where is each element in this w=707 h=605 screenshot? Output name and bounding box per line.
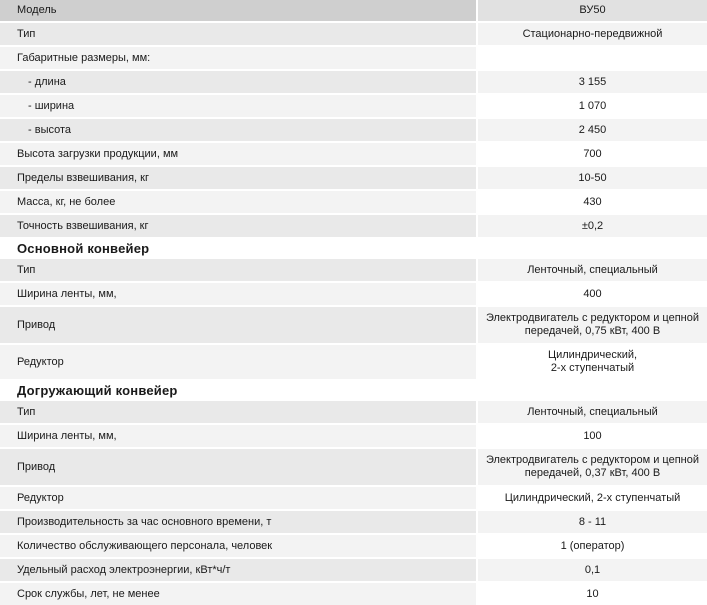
row-value: 2 450 bbox=[478, 119, 707, 141]
table-row bbox=[0, 583, 707, 605]
row-value-line: передачей, 0,37 кВт, 400 В bbox=[524, 467, 661, 479]
row-label: Привод bbox=[0, 307, 476, 343]
table-row bbox=[0, 425, 707, 447]
row-label: Производительность за час основного времени, т bbox=[0, 511, 476, 533]
row-value: 400 bbox=[478, 283, 707, 305]
table-row bbox=[0, 283, 707, 305]
table-row bbox=[0, 191, 707, 213]
row-label: Пределы взвешивания, кг bbox=[0, 167, 476, 189]
row-value bbox=[478, 449, 707, 485]
row-label: Привод bbox=[0, 449, 476, 485]
row-value: Ленточный, специальный bbox=[478, 259, 707, 281]
row-value: 430 bbox=[478, 191, 707, 213]
table-row bbox=[0, 215, 707, 237]
row-value: Стационарно-передвижной bbox=[478, 23, 707, 45]
row-label: - ширина bbox=[0, 95, 476, 117]
row-label: Срок службы, лет, не менее bbox=[0, 583, 476, 605]
row-value: 3 155 bbox=[478, 71, 707, 93]
row-label: - длина bbox=[0, 71, 476, 93]
table-row bbox=[0, 167, 707, 189]
row-label: Тип bbox=[0, 23, 476, 45]
row-value-line: Электродвигатель с редуктором и цепной bbox=[485, 312, 700, 324]
row-label: Редуктор bbox=[0, 345, 476, 379]
row-label: Точность взвешивания, кг bbox=[0, 215, 476, 237]
table-row bbox=[0, 511, 707, 533]
row-value bbox=[478, 307, 707, 343]
row-value bbox=[478, 47, 707, 69]
table-header-row bbox=[0, 0, 707, 21]
table-row bbox=[0, 449, 707, 485]
row-value-line: Цилиндрический, bbox=[547, 349, 638, 361]
row-label: Ширина ленты, мм, bbox=[0, 283, 476, 305]
row-value: 100 bbox=[478, 425, 707, 447]
row-label: Габаритные размеры, мм: bbox=[0, 47, 476, 69]
row-value-line: 2-х ступенчатый bbox=[550, 362, 635, 374]
table-row bbox=[0, 259, 707, 281]
row-value: 700 bbox=[478, 143, 707, 165]
table-row bbox=[0, 487, 707, 509]
row-label: Редуктор bbox=[0, 487, 476, 509]
header-value: ВУ50 bbox=[478, 0, 707, 21]
table-row bbox=[0, 345, 707, 379]
row-value: 10 bbox=[478, 583, 707, 605]
table-row bbox=[0, 119, 707, 141]
row-value: 1 070 bbox=[478, 95, 707, 117]
header-label: Модель bbox=[0, 0, 476, 21]
row-label: Количество обслуживающего персонала, человек bbox=[0, 535, 476, 557]
row-value: 1 (оператор) bbox=[478, 535, 707, 557]
table-row bbox=[0, 23, 707, 45]
row-label: Тип bbox=[0, 401, 476, 423]
row-label: - высота bbox=[0, 119, 476, 141]
row-label: Масса, кг, не более bbox=[0, 191, 476, 213]
table-row bbox=[0, 71, 707, 93]
section-heading-main-conveyor: Основной конвейер bbox=[0, 237, 707, 259]
row-value: Цилиндрический, 2-х ступенчатый bbox=[478, 487, 707, 509]
table-row bbox=[0, 47, 707, 69]
table-row bbox=[0, 401, 707, 423]
row-label: Ширина ленты, мм, bbox=[0, 425, 476, 447]
row-label: Высота загрузки продукции, мм bbox=[0, 143, 476, 165]
table-row bbox=[0, 143, 707, 165]
table-row bbox=[0, 535, 707, 557]
row-value bbox=[478, 345, 707, 379]
row-label: Удельный расход электроэнергии, кВт*ч/т bbox=[0, 559, 476, 581]
row-value: 10-50 bbox=[478, 167, 707, 189]
section-heading-add-conveyor: Догружающий конвейер bbox=[0, 379, 707, 401]
table-row bbox=[0, 307, 707, 343]
row-value: 0,1 bbox=[478, 559, 707, 581]
row-value: ±0,2 bbox=[478, 215, 707, 237]
row-value: 8 - 11 bbox=[478, 511, 707, 533]
row-label: Тип bbox=[0, 259, 476, 281]
table-row bbox=[0, 95, 707, 117]
table-row bbox=[0, 559, 707, 581]
row-value-line: передачей, 0,75 кВт, 400 В bbox=[524, 325, 661, 337]
row-value: Ленточный, специальный bbox=[478, 401, 707, 423]
row-value-line: Электродвигатель с редуктором и цепной bbox=[485, 454, 700, 466]
